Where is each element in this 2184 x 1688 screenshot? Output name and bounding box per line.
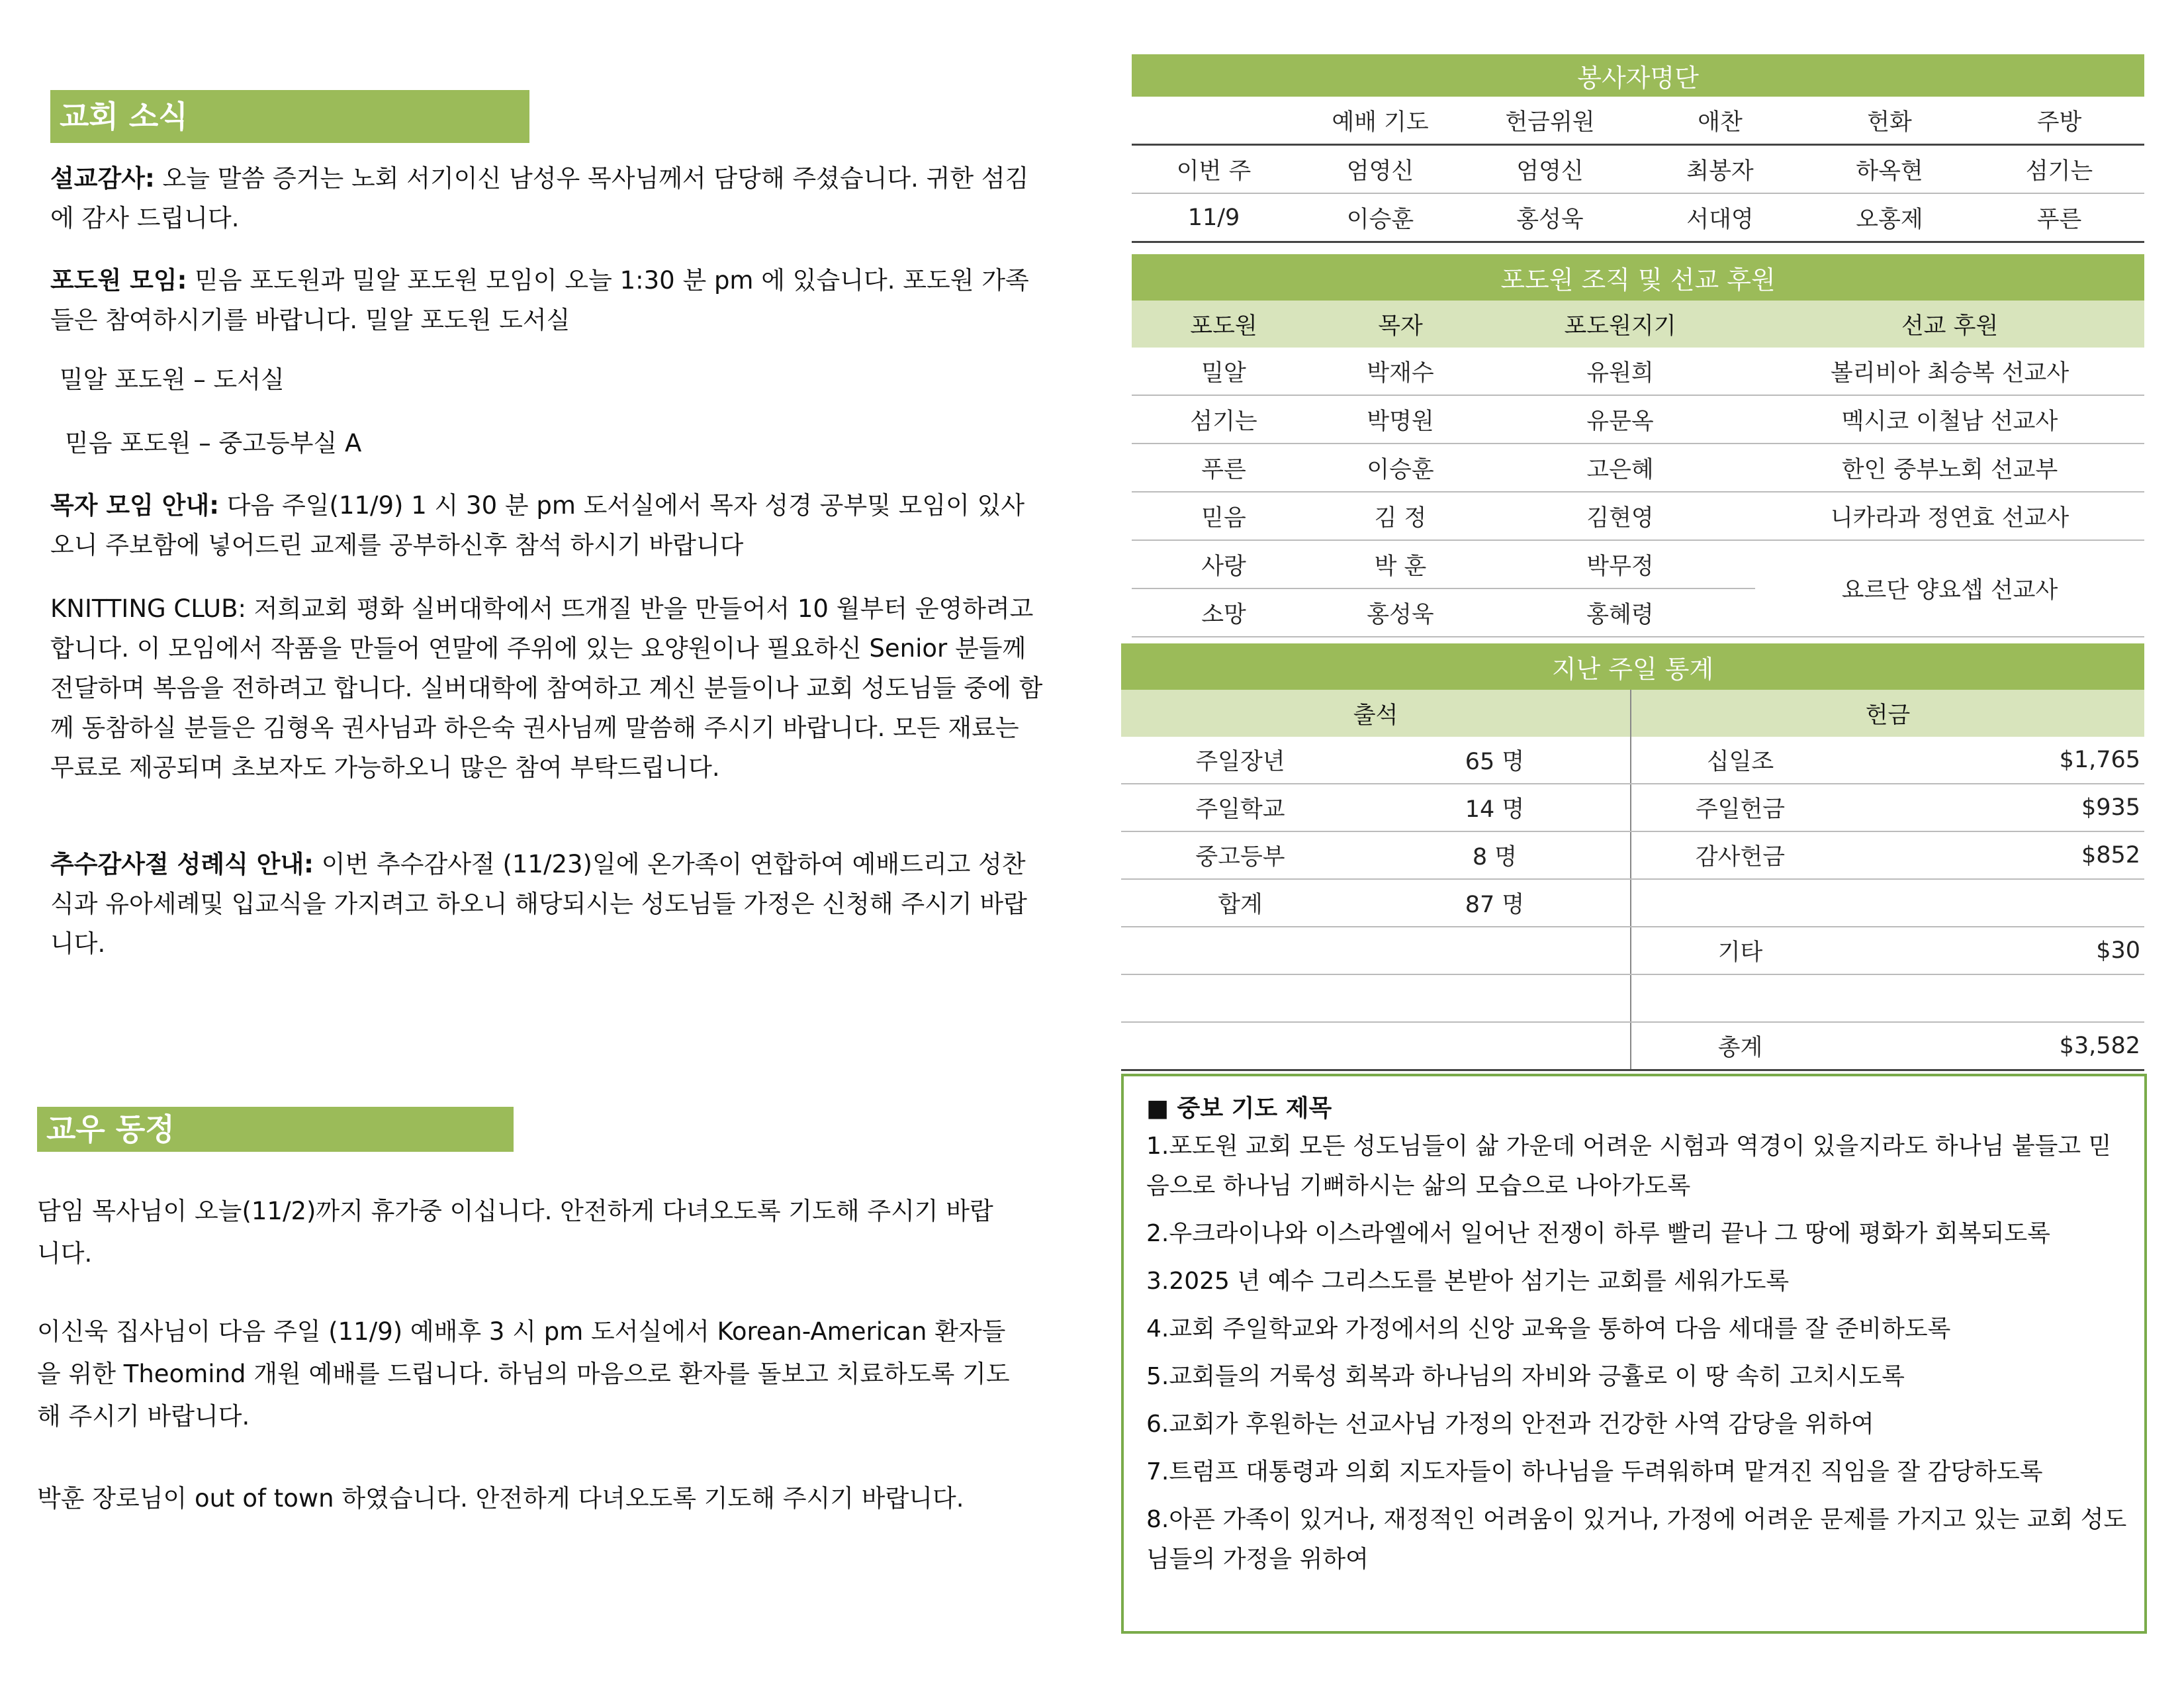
table-cell: 이승훈 (1296, 193, 1465, 242)
offering-value (1849, 879, 2144, 927)
table-cell: 한인 중부노회 선교부 (1755, 444, 2144, 492)
table-row (1121, 831, 2144, 879)
offering-label: 십일조 (1631, 737, 1849, 784)
news-item-label: 추수감사절 성례식 안내: (50, 850, 314, 878)
news-item-text: 믿음 포도원과 밀알 포도원 모임이 오늘 1:30 분 pm 에 있습니다. 포도원 가족들은 참여하시기를 바랍니다. 밀알 포도원 도서실 (50, 266, 1029, 334)
attendance-value: 8 명 (1359, 831, 1631, 879)
table-cell: 유원희 (1485, 348, 1755, 395)
offering-value: $3,582 (1849, 1022, 2144, 1070)
prayer-item: 1.포도원 교회 모든 성도님들이 삶 가운데 어려운 시험과 역경이 있을지라도 하나님 붙들고 믿음으로 하나님 기뻐하시는 삶의 모습으로 나아가도록 (1146, 1133, 2112, 1199)
vineyards-header: 선교 후원 (1755, 301, 2144, 348)
prayer-item: 3.2025 년 예수 그리스도를 본받아 섬기는 교회를 세워가도록 (1146, 1268, 1790, 1295)
table-row (1121, 879, 2144, 927)
offering-label: 주일헌금 (1631, 784, 1849, 831)
news-item-text: KNITTING CLUB: 저희교회 평화 실버대학에서 뜨개질 반을 만들어서 10 월부터 운영하려고 합니다. 이 모임에서 작품을 만들어 연말에 주위에 있는 요양원이나 필요하신 Senior 분들께 전달하며 복음을 전하려고 합니다. 실버대학에 참여하고 계신 분들이나 교회 성도님들 중에 함께 동참하실 분들은 김형옥 권사님과 하은숙 권사님께 말씀해 주시기 바랍니다. 모든 재료는 무료로 제공되며 초보자도 가능하오니 많은 참여 부탁드립니다. (50, 594, 1043, 782)
table-cell: 멕시코 이철남 선교사 (1755, 395, 2144, 444)
attendance-label (1121, 974, 1359, 1022)
prayer-list (1146, 1127, 2132, 1587)
stats-title: 지난 주일 통계 (1121, 643, 2144, 690)
attendance-label: 주일학교 (1121, 784, 1359, 831)
attendance-value (1359, 1022, 1631, 1070)
news-item-label: 포도원 모임: (50, 266, 187, 295)
attendance-label (1121, 927, 1359, 974)
table-cell: 홍성욱 (1465, 193, 1635, 242)
news-item-label: 설교감사: (50, 164, 155, 193)
table-cell: 유문옥 (1485, 395, 1755, 444)
volunteers-header: 헌금위원 (1465, 97, 1635, 145)
volunteers-title: 봉사자명단 (1132, 54, 2144, 97)
attendance-label: 주일장년 (1121, 737, 1359, 784)
vineyards-header: 포도원 (1132, 301, 1316, 348)
attendance-header: 출석 (1121, 690, 1631, 737)
table-row (1132, 145, 2144, 194)
table-row (1132, 540, 2144, 588)
offering-label: 총계 (1631, 1022, 1849, 1070)
attendance-value: 65 명 (1359, 737, 1631, 784)
offering-value: $935 (1849, 784, 2144, 831)
offering-label (1631, 879, 1849, 927)
table-cell: 엄영신 (1465, 145, 1635, 194)
offering-value: $1,765 (1849, 737, 2144, 784)
offering-header: 헌금 (1631, 690, 2144, 737)
prayer-item: 4.교회 주일학교와 가정에서의 신앙 교육을 통하여 다음 세대를 잘 준비하도록 (1146, 1315, 1951, 1342)
table-cell: 니카라과 정연효 선교사 (1755, 492, 2144, 540)
vineyards-header: 포도원지기 (1485, 301, 1755, 348)
table-cell: 믿음 (1132, 492, 1316, 540)
table-cell: 이번 주 (1132, 145, 1296, 194)
offering-label: 감사헌금 (1631, 831, 1849, 879)
table-cell: 김 정 (1316, 492, 1485, 540)
table-cell: 11/9 (1132, 193, 1296, 242)
vineyards-header: 목자 (1316, 301, 1485, 348)
table-cell: 오홍제 (1805, 193, 1974, 242)
prayer-item: 2.우크라이나와 이스라엘에서 일어난 전쟁이 하루 빨리 끝나 그 땅에 평화가 회복되도록 (1146, 1220, 2050, 1247)
news-item-sermon (50, 159, 1043, 238)
prayer-box (1121, 1074, 2147, 1634)
news-item-text: 이번 추수감사절 (11/23)일에 온가족이 연합하여 예배드리고 성찬식과 유아세례및 입교식을 가지려고 하오니 해당되시는 성도님들 가정은 신청해 주시기 바랍니다. (50, 850, 1027, 958)
table-row (1121, 1022, 2144, 1070)
offering-label (1631, 974, 1849, 1022)
news-item-vineyard (50, 261, 1043, 340)
vineyards-table (1132, 254, 2144, 637)
table-row (1121, 927, 2144, 974)
volunteers-header (1132, 97, 1296, 145)
table-row (1132, 193, 2144, 242)
volunteers-header: 예배 기도 (1296, 97, 1465, 145)
volunteers-header: 주방 (1974, 97, 2144, 145)
table-cell: 박재수 (1316, 348, 1485, 395)
table-cell: 하옥현 (1805, 145, 1974, 194)
table-cell: 최봉자 (1635, 145, 1805, 194)
attendance-label: 합계 (1121, 879, 1359, 927)
offering-value: $30 (1849, 927, 2144, 974)
members-section-title: 교우 동정 (37, 1107, 514, 1152)
vineyards-title: 포도원 조직 및 선교 후원 (1132, 254, 2144, 301)
news-item-text: 오늘 말씀 증거는 노회 서기이신 남성우 목사님께서 담당해 주셨습니다. 귀한 섬김에 감사 드립니다. (50, 164, 1029, 232)
table-row (1132, 492, 2144, 540)
table-cell: 밀알 (1132, 348, 1316, 395)
table-cell: 홍성욱 (1316, 588, 1485, 637)
members-news-3: 박훈 장로님이 out of town 하였습니다. 안전하게 다녀오도록 기도해 주시기 바랍니다. (37, 1484, 964, 1513)
table-cell: 섬기는 (1132, 395, 1316, 444)
attendance-value (1359, 974, 1631, 1022)
news-item-label: 목자 모임 안내: (50, 491, 220, 520)
attendance-label: 중고등부 (1121, 831, 1359, 879)
table-cell: 엄영신 (1296, 145, 1465, 194)
volunteers-table (1132, 54, 2144, 243)
prayer-item: 8.아픈 가족이 있거나, 재정적인 어려움이 있거나, 가정에 어려운 문제를 가지고 있는 교회 성도님들의 가정을 위하여 (1146, 1506, 2127, 1573)
table-row (1132, 444, 2144, 492)
table-cell: 섬기는 (1974, 145, 2144, 194)
table-row (1121, 737, 2144, 784)
news-item-shepherd (50, 486, 1043, 565)
stats-table (1121, 643, 2144, 1071)
table-row (1132, 348, 2144, 395)
table-cell: 푸른 (1132, 444, 1316, 492)
offering-value: $852 (1849, 831, 2144, 879)
table-cell: 박무정 (1485, 540, 1755, 588)
prayer-item: 5.교회들의 거룩성 회복과 하나님의 자비와 긍휼로 이 땅 속히 고치시도록 (1146, 1363, 1905, 1390)
table-row (1121, 974, 2144, 1022)
table-row (1121, 784, 2144, 831)
table-cell: 박명원 (1316, 395, 1485, 444)
table-cell: 홍혜령 (1485, 588, 1755, 637)
table-cell: 박 훈 (1316, 540, 1485, 588)
prayer-item: 7.트럼프 대통령과 의회 지도자들이 하나님을 두려워하며 맡겨진 직임을 잘 감당하도록 (1146, 1458, 2043, 1485)
attendance-value: 87 명 (1359, 879, 1631, 927)
table-row (1132, 395, 2144, 444)
table-cell: 김현영 (1485, 492, 1755, 540)
table-cell: 이승훈 (1316, 444, 1485, 492)
volunteers-header: 헌화 (1805, 97, 1974, 145)
table-cell: 서대영 (1635, 193, 1805, 242)
table-cell: 볼리비아 최승복 선교사 (1755, 348, 2144, 395)
table-cell: 소망 (1132, 588, 1316, 637)
prayer-title: ■ 중보 기도 제목 (1146, 1095, 1332, 1122)
vineyard-location-1: 밀알 포도원 – 도서실 (60, 365, 285, 394)
offering-label: 기타 (1631, 927, 1849, 974)
volunteers-header: 애찬 (1635, 97, 1805, 145)
news-item-text: 다음 주일(11/9) 1 시 30 분 pm 도서실에서 목자 성경 공부및 모임이 있사오니 주보함에 넣어드린 교제를 공부하신후 참석 하시기 바랍니다 (50, 491, 1025, 559)
news-item-knitting (50, 589, 1043, 788)
news-section-title: 교회 소식 (50, 90, 529, 143)
members-news-1: 담임 목사님이 오늘(11/2)까지 휴가중 이십니다. 안전하게 다녀오도록 기도해 주시기 바랍니다. (37, 1197, 993, 1268)
members-news-2: 이신욱 집사님이 다음 주일 (11/9) 예배후 3 시 pm 도서실에서 Korean-American 환자들을 위한 Theomind 개원 예배를 드립니다. 하님의 마음으로 환자를 돌보고 치료하도록 기도해 주시기 바랍니다. (37, 1317, 1010, 1430)
table-cell-merged: 요르단 양요셉 선교사 (1755, 540, 2144, 637)
vineyard-location-2: 믿음 포도원 – 중고등부실 A (65, 429, 362, 457)
prayer-item: 6.교회가 후원하는 선교사님 가정의 안전과 건강한 사역 감당을 위하여 (1146, 1411, 1874, 1438)
table-cell: 고은혜 (1485, 444, 1755, 492)
attendance-label (1121, 1022, 1359, 1070)
offering-value (1849, 974, 2144, 1022)
attendance-value: 14 명 (1359, 784, 1631, 831)
table-cell: 사랑 (1132, 540, 1316, 588)
news-item-thanksgiving (50, 845, 1043, 964)
table-cell: 푸른 (1974, 193, 2144, 242)
attendance-value (1359, 927, 1631, 974)
